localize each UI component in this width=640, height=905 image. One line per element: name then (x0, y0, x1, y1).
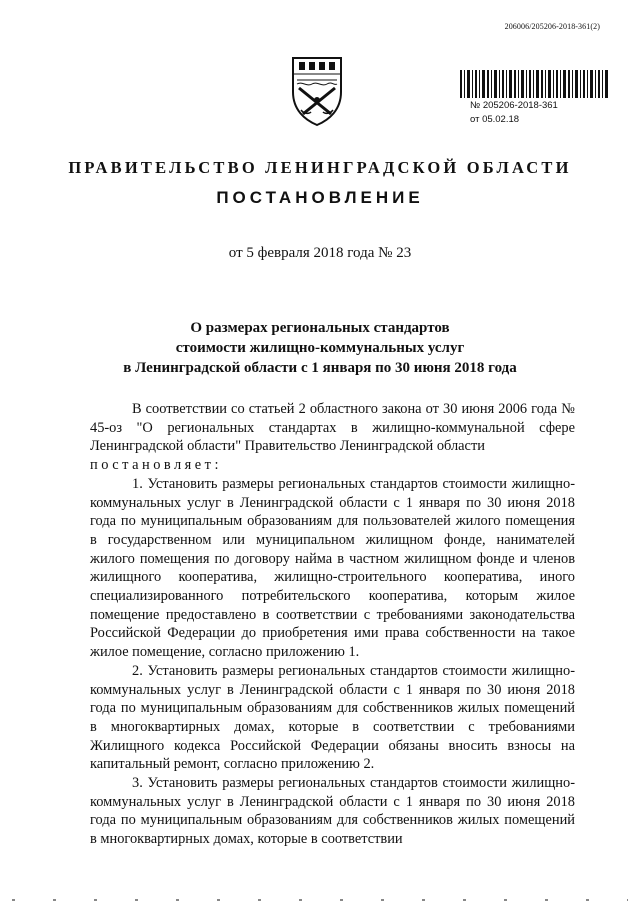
clause-2: 2. Установить размеры региональных стандартов стоимости жилищно-коммунальных услуг в Ленинградской области с 1 января по 30 июня 2018 года по муниципальным образованиям для собственников жилых помещений в многоквартирных домах, которые в соответствии с требованиями Жилищного кодекса Российской Федерации обязаны вносить взносы на капитальный ремонт, согласно приложению 2. (90, 662, 575, 773)
registration-date: от 05.02.18 (470, 114, 520, 125)
coat-of-arms-icon (287, 52, 347, 128)
clause-3: 3. Установить размеры региональных стандартов стоимости жилищно-коммунальных услуг в Ленинградской области с 1 января по 30 июня 2018 года по муниципальным образованиям для собственников жилых помещений в многоквартирных домах, которые в соответствии (90, 775, 575, 848)
document-type: ПОСТАНОВЛЕНИЕ (216, 188, 424, 207)
document-subject (0, 318, 640, 378)
preamble-paragraph (90, 400, 575, 475)
government-title: ПРАВИТЕЛЬСТВО ЛЕНИНГРАДСКОЙ ОБЛАСТИ (68, 158, 572, 177)
document-body (90, 400, 575, 849)
registration-number: № 205206-2018-361 (470, 100, 558, 111)
preamble-text: В соответствии со статьей 2 областного закона от 30 июня 2006 года № 45-оз "О региональных стандартах в жилищно-коммунальной сфере Ленинградской области" Правительство Ленинградской области (90, 401, 575, 455)
clause-1: 1. Установить размеры региональных стандартов стоимости жилищно-коммунальных услуг в Ленинградской области с 1 января по 30 июня 2018 года по муниципальным образованиям для пользователей жилого помещения в государственном или муниципальном жилищном фонде, нанимателей жилого помещения по договору найма в частном жилищном фонде и членов жилищного кооператива, жилищно-строительного кооператива, иного специализированного потребительского кооператива, которым жилое помещение предоставлено в соответствии с требованиями законодательства Российской Федерации до приобретения ими права собственности на такое жилое помещение, согласно приложению 1. (90, 475, 575, 661)
resolves-word: постановляет: (90, 457, 222, 474)
barcode-icon (460, 70, 608, 98)
scan-edge-marks (12, 899, 628, 901)
subject-line: в Ленинградской области с 1 января по 30 июня 2018 года (123, 360, 517, 376)
subject-line: О размерах региональных стандартов (190, 320, 450, 336)
document-id: 206006/205206-2018-361(2) (504, 22, 600, 31)
subject-line: стоимости жилищно-коммунальных услуг (175, 340, 465, 356)
document-date-number: от 5 февраля 2018 года № 23 (228, 245, 412, 261)
